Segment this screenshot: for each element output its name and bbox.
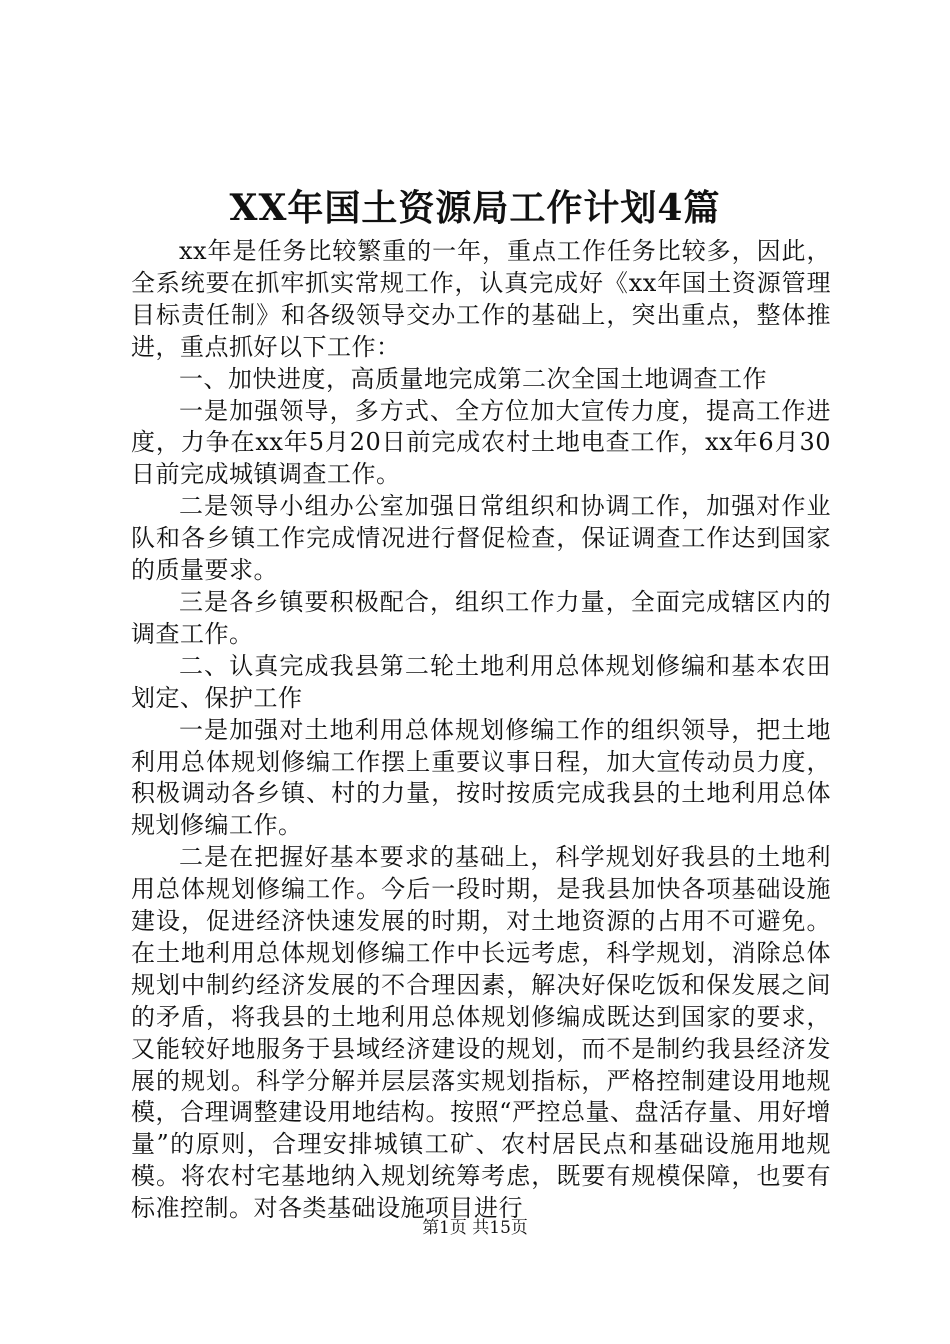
heading-section-2: 二、认真完成我县第二轮土地利用总体规划修编和基本农田划定、保护工作 [131, 651, 831, 712]
paragraph-1-1: 一是加强领导，多方式、全方位加大宣传力度，提高工作进度，力争在xx年5月20日前完成农村土地电查工作，xx年6月30日前完成城镇调查工作。 [131, 396, 831, 489]
paragraph-2-1: 一是加强对土地利用总体规划修编工作的组织领导，把土地利用总体规划修编工作摆上重要议事日程，加大宣传动员力度，积极调动各乡镇、村的力量，按时按质完成我县的土地利用总体规划修编工作。 [131, 715, 831, 840]
page-number-footer: 第1页 共15页 [422, 1218, 528, 1238]
paragraph-2-2: 二是在把握好基本要求的基础上，科学规划好我县的土地利用总体规划修编工作。今后一段时期，是我县加快各项基础设施建设，促进经济快速发展的时期，对土地资源的占用不可避免。在土地利用总体规划修编工作中长远考虑，科学规划，消除总体规划中制约经济发展的不合理因素，解决好保吃饭和保发展之间的矛盾，将我县的土地利用总体规划修编成既达到国家的要求，又能较好地服务于县域经济建设的规划，而不是制约我县经济发展的规划。科学分解并层层落实规划指标，严格控制建设用地规模，合理调整建设用地结构。按照“严控总量、盘活存量、用好增量”的原则，合理安排城镇工矿、农村居民点和基础设施用地规模。将农村宅基地纳入规划统筹考虑，既要有规模保障，也要有标准控制。对各类基础设施项目进行 [131, 843, 831, 1223]
document-title: XX年国土资源局工作计划4篇 [229, 187, 721, 229]
paragraph-1-2: 二是领导小组办公室加强日常组织和协调工作，加强对作业队和各乡镇工作完成情况进行督促检查，保证调查工作达到国家的质量要求。 [131, 492, 831, 585]
document-body [131, 236, 831, 1225]
heading-section-1: 一、加快进度，高质量地完成第二次全国土地调查工作 [179, 364, 767, 393]
paragraph-1-3: 三是各乡镇要积极配合，组织工作力量，全面完成辖区内的调查工作。 [131, 587, 831, 648]
paragraph-intro: xx年是任务比较繁重的一年，重点工作任务比较多，因此，全系统要在抓牢抓实常规工作，认真完成好《xx年国土资源管理目标责任制》和各级领导交办工作的基础上，突出重点，整体推进，重点抓好以下工作： [131, 237, 831, 361]
